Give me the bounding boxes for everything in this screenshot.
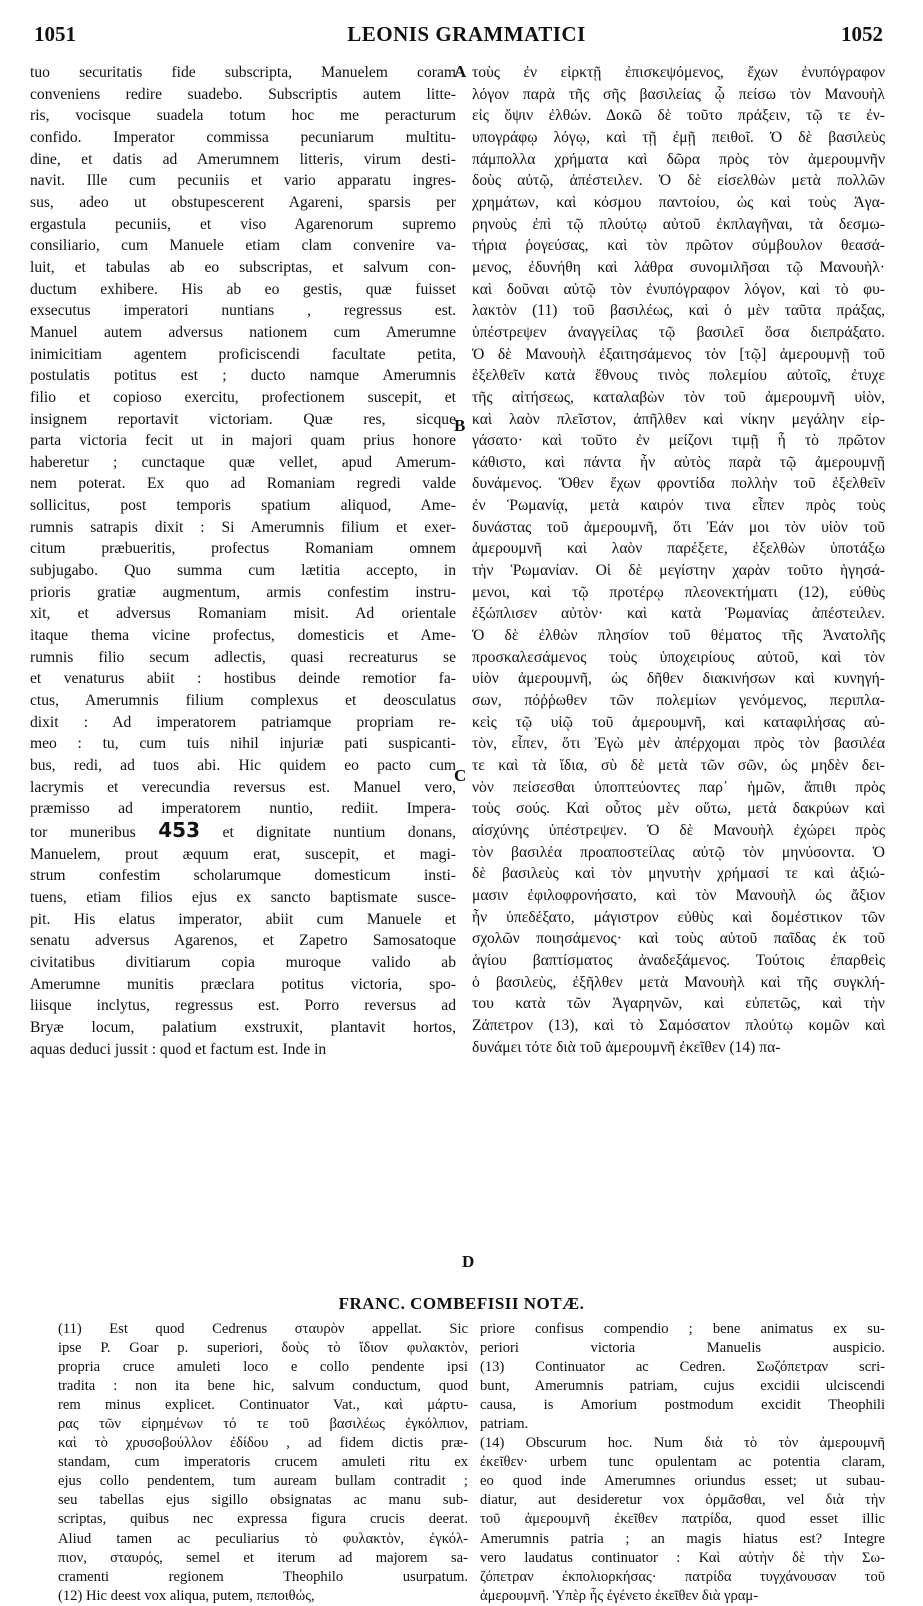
greek-text-line: νὸν πείσεσθαι ὑποπτεύοντες παρ᾽ ἡμῶν, ἄπιθι πρὸς (472, 778, 885, 796)
greek-text-line: γάσατο· καὶ τοῦτο ἐν μείζονι τιμῇ ἧ τὸ πρῶτον (472, 432, 885, 450)
greek-text-line: ἀμερουμνῆ καὶ λαὸν παρέξετε, ἐξελθὼν ὑποτάξω (472, 540, 885, 558)
latin-text-line: rumnis filio secum adlectis, quasi recreaturus se (30, 648, 456, 666)
greek-text-line: αἰσχύνης ὑπέστρεψεν. Ὁ δὲ Μανουὴλ ἐχώρει πρὸς (472, 821, 885, 839)
latin-text-line: tuo securitatis fide subscripta, Manuelem coram (30, 64, 456, 81)
note-line: cramenti regionem Theophilo usurpatum. (58, 1568, 468, 1585)
latin-text-line: subjugabo. Quo summa cum lætitia accepto, in (30, 562, 456, 580)
note-line: bunt, Amerumnis patriam, cujus excidii ulciscendi (480, 1378, 885, 1395)
notes-right-column (480, 1320, 885, 1606)
latin-text-line: haberetur ; cunctaque quæ vellet, apud Amerum- (30, 453, 456, 471)
note-line: causa, is Amorium postmodum excidit Theophili (480, 1397, 885, 1414)
note-line: ipse P. Goar p. superiori, δοὺς τὸ ἴδιον φυλακτὸν, (58, 1340, 468, 1357)
latin-text-line: lacrymis et verecundia reversus est. Manuel vero, (30, 778, 456, 796)
note-line: (11) Est quod Cedrenus σταυρὸν appellat. Sic (58, 1321, 468, 1337)
note-line: standam, cum imperatoris crucem amuleti ritu ex (58, 1454, 468, 1471)
greek-text-line: τοὺς ἐν εἰρκτῇ ἐπισκεψόμενος, ἔχων ἐνυπόγραφον (472, 64, 885, 81)
margin-marker-d: D (462, 1252, 475, 1271)
latin-text-line: insignem reportavit victoriam. Quæ res, sicque (30, 410, 456, 428)
latin-text-line: parta victoria fecit ut in majori quam prius honore (30, 432, 456, 450)
page-number-left: 1051 (34, 22, 76, 46)
greek-text-line: ἐν Ῥωμανίᾳ, μετὰ καιρόν τινα εἶπεν πρὸς τοὺς (472, 497, 885, 515)
latin-text-line: sus, adeo ut obstupescerent Agareni, sparsis per (30, 193, 456, 211)
greek-text-line: τὴν Ῥωμανίαν. Οἱ δὲ μεγίστην χαρὰν τοῦτο ἡγησά- (472, 562, 885, 580)
note-line: πιον, σταυρός, semel et iterum ad majorem sa- (58, 1549, 468, 1566)
latin-text-line: exsecutus imperatori nuntians , regressus est. (30, 302, 456, 320)
note-line: τοῦ ἀμερουμνῆ ἐκεῖθεν πατρίδα, quod esset illic (480, 1511, 885, 1528)
greek-text-line: καὶ λαὸν πλεῖστον, ἀπῆλθεν καὶ νίκην μεγάλην εἰρ- (472, 410, 885, 428)
greek-text-line: πάμπολλα χρήματα καὶ δῶρα πρὸς τὸν ἀμερουμνῆν (472, 150, 885, 168)
greek-text-line: ἐξώπλισεν αὐτὸν· καὶ κατὰ Ῥωμανίας ἀπέστειλεν. (472, 605, 885, 623)
greek-text-line: τε καὶ τὰ ἴδια, σὺ δὲ μετὰ τῶν σῶν, ὡς μηδὲν δει- (472, 757, 885, 774)
latin-text-line: sollicitus, post temporis spatium aliquod, Ame- (30, 497, 456, 515)
margin-marker-a: A (454, 62, 467, 81)
margin-marker-c: C (454, 766, 467, 785)
greek-text-line: δυνάμενος. Ὅθεν ἔχων φροντίδα πολλὴν τοῦ ἐξελθεῖν (472, 475, 885, 493)
latin-text-line: conveniens redire suadebo. Subscriptis autem litte- (30, 85, 456, 103)
greek-text-line: τῆς αἰτήσεως, καταλαβὼν τὸν τοῦ ἀμερουμνῆ υἱὸν, (472, 388, 885, 406)
note-line: vero laudatus continuator : Καὶ αὐτὴν δὲ τὴν Σω- (480, 1549, 885, 1566)
greek-text-line: λόγον παρὰ τῆς σῆς βασιλείας ᾧ πείσω τὸν Μανουὴλ (472, 85, 885, 103)
greek-text-line: τήρια ῥογεύσας, καὶ τὸν πρῶτον σύμβουλον θεασά- (472, 237, 885, 255)
note-line: seu tabellas ejus sigillo obsignatas ac manu sub- (58, 1492, 468, 1509)
page-number-right: 1052 (841, 22, 883, 46)
greek-text-line: Ὁ δὲ Μανουὴλ ἐξαιτησάμενος τὸν [τῷ] ἀμερουμνῇ τοῦ (472, 345, 885, 363)
note-line: (12) Hic deest vox aliqua, putem, πεποιθώς, (58, 1587, 315, 1604)
greek-text-line: προσκαλεσάμενος τοὺς ὑποχειρίους αὐτοῦ, καὶ τὸν (472, 648, 885, 666)
greek-text-line: του κατὰ τῶν Ἀγαρηνῶν, καὶ εὐπετῶς, καὶ τὴν (472, 995, 885, 1013)
note-line: καὶ τὸ χρυσοβούλλον ἐδίδου , ad fidem dictis præ- (58, 1435, 468, 1452)
latin-text-line: tuens, etiam filios ejus ex sancto baptismate susce- (30, 888, 456, 906)
greek-text-line: σων, πόῤῥωθεν τῶν πολεμίων γενόμενος, περιπλα- (472, 692, 885, 710)
latin-text-line: pit. His elatus imperator, abiit cum Manuele et (30, 910, 456, 928)
greek-text-line: ἐξελθεῖν κατὰ ἔθνους τινὸς πολεμίου αὐτοῖς, ἐτυχε (472, 367, 885, 385)
latin-text-line: Amerumne munitis præclara potitus victoria, spo- (30, 975, 456, 993)
greek-text-line: δοὺς αὐτῷ, ἀπέστειλεν. Ὁ δὲ εἰσελθὼν μετὰ πολλῶν (472, 172, 885, 190)
greek-text-line: ρηνοὺς ἐπὶ τῷ πλούτῳ αὐτοῦ ἐκπλαγῆναι, τὰ δεσμω- (472, 215, 885, 233)
note-line: eo quod inde Amerumnes oriundus esset; ut subau- (480, 1473, 885, 1490)
latin-text-line: civitatibus divitiarum copia muroque valido ab (30, 953, 456, 971)
greek-text-line: ἁγίου βαπτίσματος ἀναδεξάμενος. Τούτοις ἐπαρθεὶς (472, 951, 885, 969)
latin-text-line: aquas deduci jussit : quod et factum est. Inde in (30, 1040, 327, 1058)
note-line: ejus collo pendentem, tum auream bullam contradit ; (58, 1473, 468, 1490)
greek-text-line: χρημάτων, καὶ κόσμου παντοίου, ὡς καὶ τοὺς Ἀγα- (472, 193, 885, 211)
note-line: tradita : non ita bene hic, salvum conductum, quod (58, 1378, 468, 1395)
latin-text-line: luit, et tabulas ab eo subscriptas, et salvum con- (30, 258, 456, 276)
latin-text-line: itaque thema vicine profectus, domesticis et Ame- (30, 627, 456, 645)
latin-text-line: consiliario, cum Manuele etiam clam convenire va- (30, 237, 456, 255)
latin-text-line: liisque inclytus, regressus est. Porro reversus ad (30, 997, 456, 1015)
latin-text-line: ergastula pecuniis, et viso Agarenorum supremo (30, 215, 456, 233)
latin-text-line: et venaturus abiit : hostibus deinde remotior fa- (30, 670, 456, 688)
note-line: ρας τῶν εἰρημένων τό τε τοῦ βασιλέως ἐγκόλπιον, (58, 1416, 468, 1433)
notes-heading: FRANC. COMBEFISII NOTÆ. (338, 1294, 585, 1313)
latin-text-line: bus, redi, ad tuos abi. Hic quidem eo pacto cum (30, 757, 456, 774)
latin-text-line: ris, vocisque suadela totum hoc me peracturum (30, 107, 456, 125)
latin-text-line: præmisso ad imperatorem nuntio, rediit. Impera- (30, 800, 456, 818)
note-line: rem minus explicet. Continuator Vat., καὶ μάρτυ- (58, 1397, 468, 1414)
greek-text-line: τὸν, εἶπεν, ὅτι Ἐγὼ μὲν ἀπέρχομαι πρὸς τὸν βασιλέα (472, 735, 885, 753)
latin-text-line: Bryæ locum, palatium exstruxit, plantavit hortos, (30, 1018, 456, 1036)
greek-text-line: ὁ βασιλεὺς, ἐξῆλθεν μετὰ Μανουὴλ καὶ τῆς συγκλή- (472, 973, 885, 991)
greek-text-line: μενος, ἐδυνήθη καὶ λάθρα συνομιλῆσαι τῷ Μανουὴλ· (472, 258, 885, 276)
greek-text-line: Ζάπετρον (13), καὶ τὸ Σαμόσατον πλούτῳ κομῶν καὶ (472, 1016, 885, 1034)
latin-text-line: dine, et datis ad Amerumnem litteris, virum desti- (30, 150, 456, 168)
latin-text-line: navit. Ille cum pecuniis et vario apparatu ingres- (30, 172, 456, 190)
latin-text-line: tor muneribus 453 et dignitate nuntium donans, (30, 817, 457, 842)
latin-text-line: meo : tu, cum tuis nihil injuriæ pati suspicanti- (30, 735, 456, 753)
latin-text-line: filio et copioso exercitu, profectionem suscepit, et (30, 388, 456, 406)
note-line: Aliud tamen ac peculiarius τὸ φυλακτὸν, ἐγκόλ- (58, 1530, 468, 1547)
greek-text-line: καὶ δοῦναι αὐτῷ τὸν ἐνυπόγραφον λόγον, καὶ τὸ φυ- (472, 280, 885, 298)
latin-text-line: citum præbueritis, profectus Romaniam omnem (30, 540, 456, 558)
latin-text-line: prioris gratiæ augmentum, armis confestim instru- (30, 583, 456, 601)
latin-text-line: Manuelem, prout æquum erat, suscepit, et magi- (30, 845, 456, 863)
note-line: (13) Continuator ac Cedren. Σωζόπετραν scri- (480, 1359, 885, 1376)
note-line: propria cruce amuleti loco e collo pendente ipsi (58, 1359, 468, 1376)
note-line: Amerumnis patria ; an magis hiatus est? Integre (480, 1530, 885, 1547)
margin-marker-b: B (454, 416, 466, 435)
latin-text-line: confido. Imperator commissa pecuniarum multitu- (30, 128, 456, 146)
greek-text-line: Ὁ δὲ ἐλθὼν πλησίον τοῦ θέματος τῆς Ἀνατολῆς (472, 627, 885, 645)
latin-text-line: postulatis potitus est ; ducto namque Amerumnis (30, 367, 456, 385)
latin-text-line: ctus, Amerumnis filium complexus et deosculatus (30, 692, 456, 710)
latin-text-line: Manuel autem adversus nationem cum Amerumne (30, 323, 456, 341)
greek-text-line: κεὶς τῷ υἱῷ τοῦ ἀμερουμνῆ, καὶ καταφιλήσας αὐ- (472, 713, 885, 731)
greek-text-line: δυνάστας τοῦ ἀμερουμνῆ, ὅτι Ἐάν μοι τὸν υἱὸν τοῦ (472, 518, 885, 536)
latin-text-line: xit, et adversus Romaniam misit. Ad orientale (30, 605, 456, 623)
latin-text-line: strum confestim scholarumque domesticum insti- (30, 867, 456, 885)
greek-text-line: υἱὸν ἀμερουμνῆ, ὡς δῆθεν διακινήσων καὶ κυνηγή- (472, 670, 885, 688)
note-line: diatur, aut desideretur vox ὁρμᾶσθαι, vel διὰ τὴν (480, 1492, 885, 1509)
greek-text-line: λακτὸν (11) τοῦ βασιλέως, καὶ ὁ μὲν ταῦτα πράξας, (472, 302, 885, 320)
greek-text-line: σχολῶν ποιησάμενος· καὶ τοὺς αὐτοῦ παῖδας ἐκ τοῦ (472, 930, 885, 948)
greek-text-line: μασιν ἐφιλοφρονήσατο, καὶ τὸν Μανουὴλ ὡς ἄξιον (472, 886, 885, 904)
greek-text-line: μενοι, καὶ τῷ προτέρῳ πλεονεκτήματι (12), εὐθὺς (472, 583, 885, 601)
latin-text-line: ductum exhibere. His ab eo gestis, quæ fuisset (30, 280, 456, 298)
note-line: ἐκεῖθεν· urbem tunc opulentam ac potentia claram, (480, 1454, 885, 1471)
greek-text-line: τοὺς σούς. Καὶ οὗτος μὲν οὕτω, μετὰ δακρύων καὶ (472, 800, 885, 818)
greek-text-line: ὑπέστρεψεν ἀναγγείλας τῷ βασιλεῖ ὅσα διεπράξατο. (472, 323, 885, 341)
greek-text-line: δὲ βασιλεὺς καὶ τὸν μηνυτὴν χρήμασί τε καὶ ἀξιώ- (472, 865, 885, 883)
note-line: patriam. (480, 1416, 529, 1433)
running-head (30, 14, 903, 48)
latin-text-line: dixit : Ad imperatorem patriamque propriam re- (30, 713, 456, 731)
greek-text-line: κάθιστο, καὶ πάντα ἦν αὐτὸς παρὰ τῷ ἀμερουμνῇ (472, 453, 885, 471)
greek-text-column (472, 62, 885, 1058)
note-line: ἀμερουμνῆ. Ὑπὲρ ἧς ἐγένετο ἐκεῖθεν διὰ γραμ- (480, 1587, 759, 1604)
latin-text-column (30, 62, 456, 1060)
running-title: LEONIS GRAMMATICI (347, 22, 586, 46)
latin-text-line: inimicitiam agentem proficiscendi facultate petita, (30, 345, 456, 363)
note-line: scriptas, quibus nec expressa figura crucis deerat. (58, 1511, 468, 1528)
latin-text-line: nem poterat. Ex quo ad Romaniam regredi valde (30, 475, 456, 493)
note-line: ζόπετραν ἐκπολιορκήσας· πατρίδα τυγχάνουσαν τοῦ (480, 1568, 885, 1585)
notes-left-column (58, 1320, 468, 1606)
greek-text-line: δυνάμει τότε διὰ τοῦ ἀμερουμνῆ ἐκεῖθεν (14) πα- (472, 1038, 781, 1056)
note-line: priore confisus compendio ; bene animatus ex su- (480, 1321, 885, 1337)
greek-text-line: εἰς ὄψιν ἐλθών. Δοκῶ δὲ τοῦτο πράξειν, τῷ τε ἐν- (472, 107, 885, 125)
latin-text-line: senatu adversus Agarenos, et Zapetro Samosatoque (30, 932, 456, 950)
note-line: (14) Obscurum hoc. Num διὰ τὸ τὸν ἀμερουμνῆ (480, 1435, 885, 1452)
note-line: periori victoria Manuelis auspicio. (480, 1340, 885, 1357)
greek-text-line: υπογράφῳ λόγῳ, καὶ τῇ ἐμῇ πειθοῖ. Ὁ δὲ βασιλεὺς (472, 128, 885, 146)
latin-text-line: rumnis satrapis dixit : Si Amerumnis filium et exer- (30, 518, 456, 536)
greek-text-line: ἦν ὑπεδέξατο, μάγιστρον εὐθὺς καὶ δομέστικον τῶν (472, 908, 885, 926)
greek-text-line: τὸν βασιλέα προαποστείλας αὐτῷ τὸν μηνύσοντα. Ὁ (472, 843, 885, 861)
